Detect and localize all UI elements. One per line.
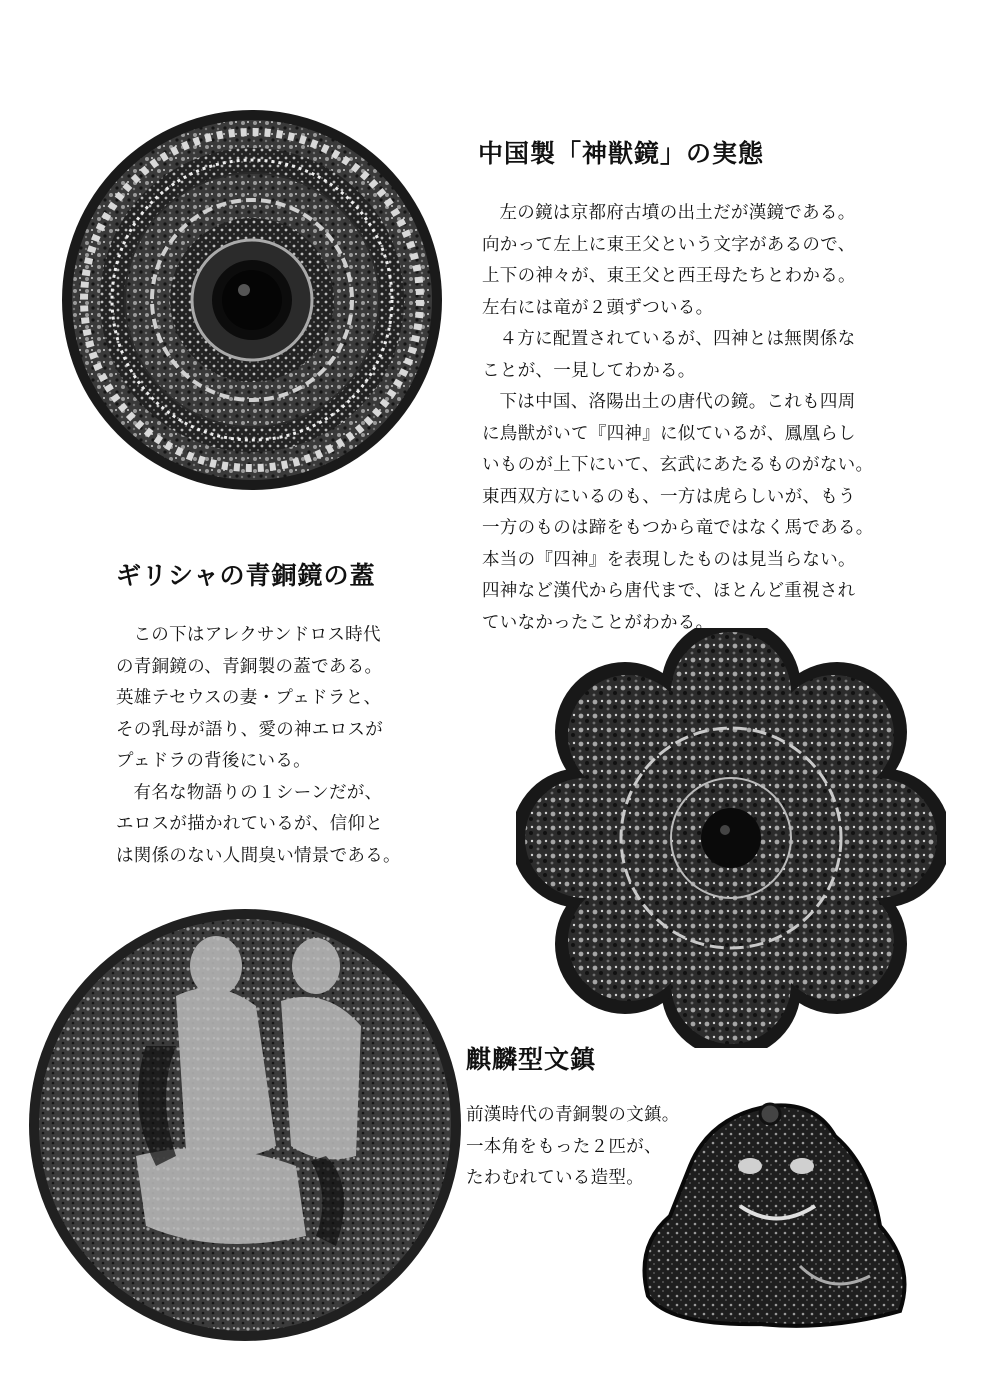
greek-mirror-lid-photo [26, 906, 464, 1344]
text-line: の青銅鏡の、青銅製の蓋である。 [116, 656, 383, 677]
text-line: ことが、一見してわかる。 [482, 360, 696, 381]
text-line: その乳母が語り、愛の神エロスが [116, 719, 383, 740]
text-line: 左の鏡は京都府古墳の出土だが漢鏡である。 [499, 203, 856, 223]
text-line: いものが上下にいて、玄武にあたるものがない。 [482, 455, 874, 475]
shinju-paragraph [482, 198, 874, 639]
text-line: 東西双方にいるのも、一方は虎らしいが、もう [482, 486, 856, 507]
text-line: プェドラの背後にいる。 [116, 751, 311, 771]
text-line: ４方に配置されているが、四神とは無関係な [499, 329, 856, 349]
kirin-heading: 麒麟型文鎮 [466, 1045, 597, 1074]
text-line: 一本角をもった２匹が、 [466, 1136, 662, 1157]
kirin-paragraph [466, 1100, 680, 1195]
tang-mirror-photo [516, 628, 946, 1048]
text-line: 下は中国、洛陽出土の唐代の鏡。これも四周 [499, 392, 856, 412]
greek-paragraph [116, 620, 401, 872]
text-line: エロスが描かれているが、信仰と [116, 814, 383, 834]
text-line: 有名な物語りの１シーンだが、 [133, 782, 383, 803]
shinju-heading: 中国製「神獣鏡」の実態 [478, 139, 765, 168]
text-line: 英雄テセウスの妻・プェドラと、 [116, 688, 382, 708]
text-line: 一方のものは蹄をもつから竜ではなく馬である。 [482, 518, 874, 538]
text-line: に鳥獣がいて『四神』に似ているが、鳳凰らし [482, 423, 856, 444]
text-line: 四神など漢代から唐代まで、ほとんど重視され [482, 581, 856, 601]
text-line: 本当の『四神』を表現したものは見当らない。 [482, 549, 856, 570]
text-line: 上下の神々が、東王父と西王母たちとわかる。 [482, 266, 856, 286]
text-line: 前漢時代の青銅製の文鎮。 [466, 1105, 680, 1125]
text-line: ていなかったことがわかる。 [482, 612, 714, 633]
text-line: は関係のない人間臭い情景である。 [116, 845, 401, 866]
han-mirror-photo [60, 92, 444, 508]
greek-heading: ギリシャの青銅鏡の蓋 [116, 561, 376, 590]
text-line: この下はアレクサンドロス時代 [133, 625, 381, 645]
text-line: 向かって左上に東王父という文字があるので、 [482, 234, 856, 255]
text-line: たわむれている造型。 [466, 1168, 644, 1188]
text-line: 左右には竜が２頭ずついる。 [482, 297, 714, 318]
